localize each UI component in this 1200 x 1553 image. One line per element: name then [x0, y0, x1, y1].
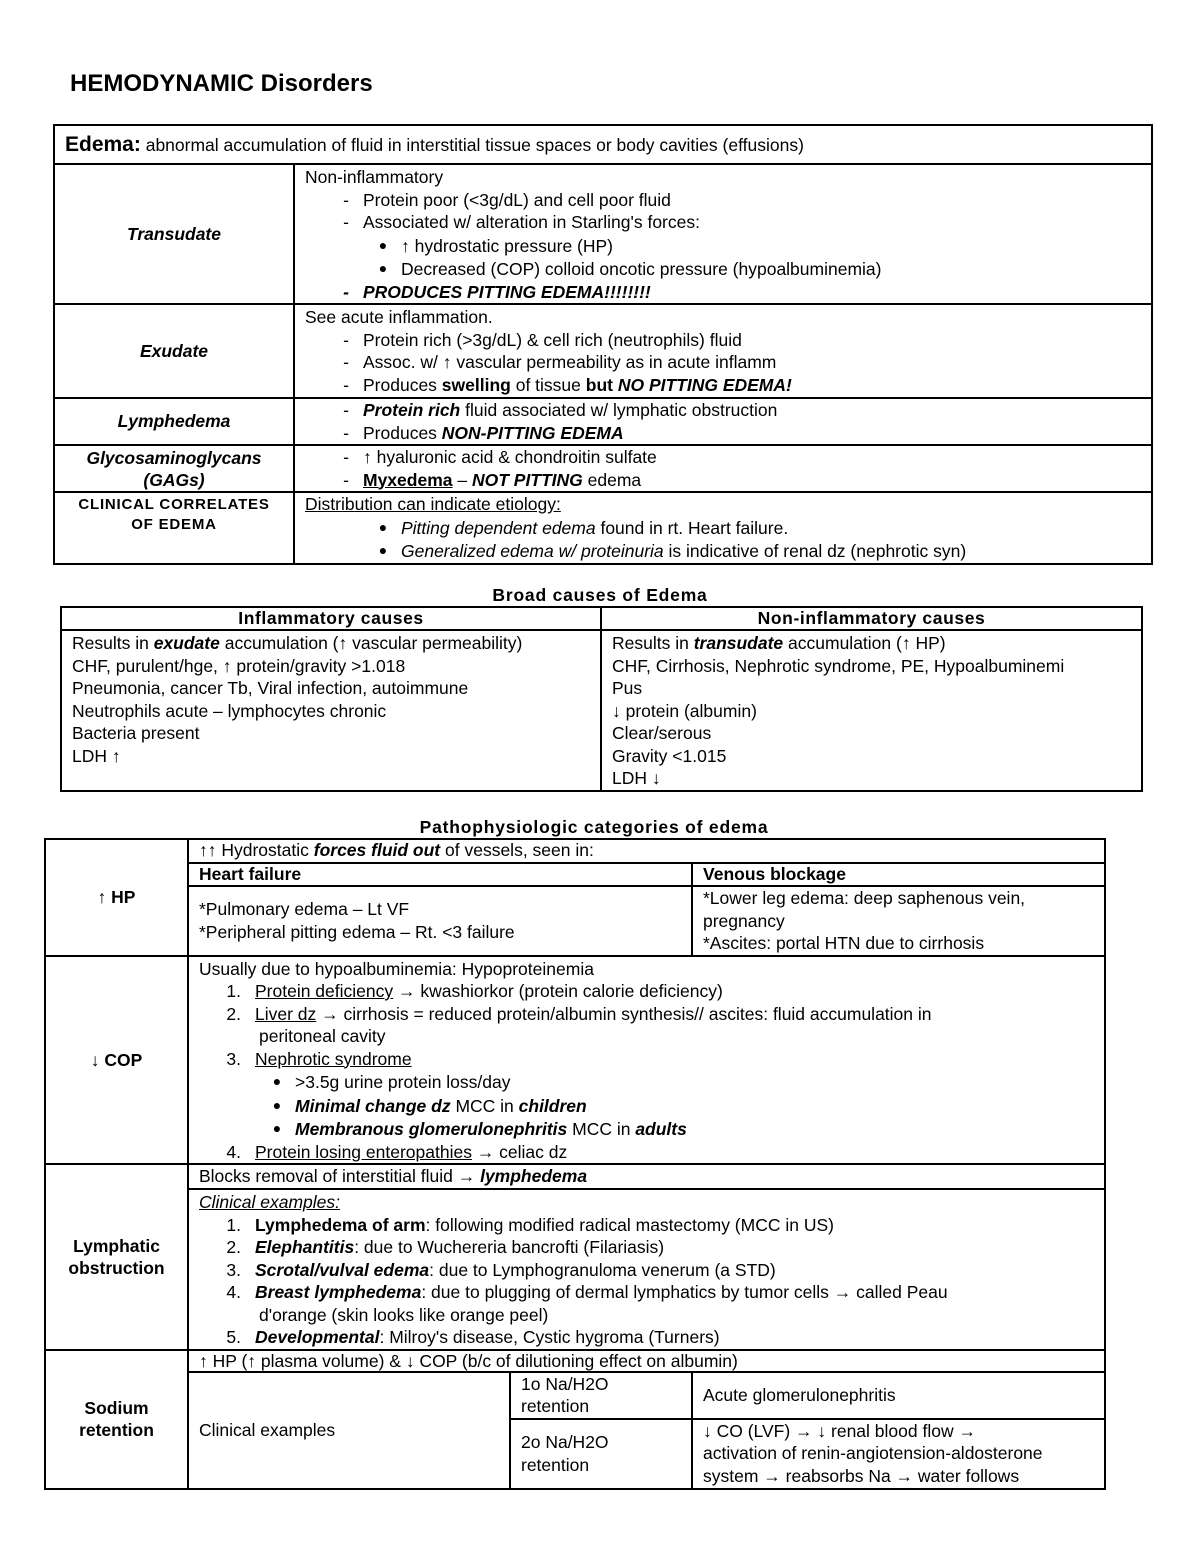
list-item: Results in exudate accumulation (↑ vascular permeability) — [72, 633, 523, 653]
patho-caption: Pathophysiologic categories of edema — [419, 817, 769, 837]
list-item: CHF, purulent/hge, ↑ protein/gravity >1.018 — [72, 655, 406, 676]
gags-label: Glycosaminoglycans (GAGs) — [54, 445, 294, 492]
list-item-cont: peritoneal cavity — [259, 1026, 386, 1046]
cop-label: ↓ COP — [45, 956, 188, 1165]
lymphatic-details — [188, 1189, 1105, 1350]
list-item: - Myxedema – NOT PITTING edema — [343, 469, 642, 490]
list-item: ● ↑ hydrostatic pressure (HP) — [378, 235, 614, 256]
list-item: - Produces NON-PITTING EDEMA — [343, 422, 624, 443]
list-item: 3. Scrotal/vulval edema: due to Lymphogranuloma venerum (a STD) — [226, 1259, 776, 1280]
lymphatic-clinical-heading: Clinical examples: — [199, 1192, 341, 1212]
list-item: Neutrophils acute – lymphocytes chronic — [72, 700, 387, 721]
sodium-label: Sodium retention — [45, 1350, 188, 1489]
list-item: ● Pitting dependent edema found in rt. Heart failure. — [378, 517, 789, 538]
list-item: 5. Developmental: Milroy's disease, Cystic hygroma (Turners) — [226, 1327, 720, 1347]
list-item: - PRODUCES PITTING EDEMA!!!!!!!! — [343, 281, 651, 302]
secondary-retention: 2o Na/H2O retention — [510, 1419, 692, 1489]
venous-blockage-details: *Lower leg edema: deep saphenous vein, pregnancy *Ascites: portal HTN due to cirrhosis — [692, 886, 1105, 956]
exudate-details — [294, 304, 1152, 398]
list-item: - Associated w/ alteration in Starling's forces: — [343, 212, 700, 232]
non-inflammatory-header: Non-inflammatory causes — [601, 607, 1142, 630]
list-item: Clear/serous — [612, 723, 712, 743]
list-item: - Produces swelling of tissue but NO PITTING EDEMA! — [343, 374, 792, 395]
venous-blockage-header: Venous blockage — [692, 863, 1105, 886]
lymphedema-label: Lymphedema — [54, 398, 294, 445]
non-inflammatory-causes — [601, 630, 1142, 791]
inflammatory-causes — [61, 630, 601, 791]
clinical-correlates-details — [294, 492, 1152, 564]
edema-definition-cell — [54, 125, 1152, 164]
edema-table — [53, 124, 1153, 565]
edema-term: Edema: — [65, 133, 141, 156]
list-item: 1. Lymphedema of arm: following modified radical mastectomy (MCC in US) — [226, 1214, 834, 1235]
secondary-retention-cause: ↓ CO (LVF) → ↓ renal blood flow → activation of renin-angiotension-aldosterone system → reabsorbs Na → water follows — [692, 1419, 1105, 1489]
list-item: LDH ↑ — [72, 745, 121, 766]
list-item: 3. Nephrotic syndrome — [226, 1048, 412, 1069]
list-item: Results in transudate accumulation (↑ HP) — [612, 633, 946, 653]
lymphatic-label: Lymphatic obstruction — [45, 1164, 188, 1350]
list-item: ● Generalized edema w/ proteinuria is indicative of renal dz (nephrotic syn) — [378, 541, 967, 561]
list-item-cont: d'orange (skin looks like orange peel) — [259, 1304, 549, 1325]
lymphatic-intro: Blocks removal of interstitial fluid → lymphedema — [188, 1164, 1105, 1189]
gags-details — [294, 445, 1152, 492]
list-item: Pneumonia, cancer Tb, Viral infection, autoimmune — [72, 678, 469, 698]
list-item: 2. Liver dz → cirrhosis = reduced protein/albumin synthesis// ascites: fluid accumulation in — [226, 1003, 932, 1024]
clinical-correlates-label: CLINICAL CORRELATES OF EDEMA — [54, 492, 294, 564]
list-item: Gravity <1.015 — [612, 745, 727, 766]
list-item: - ↑ hyaluronic acid & chondroitin sulfate — [343, 447, 657, 467]
inflammatory-header: Inflammatory causes — [61, 607, 601, 630]
transudate-details — [294, 164, 1152, 304]
list-item: Bacteria present — [72, 723, 200, 743]
sodium-clinical-examples: Clinical examples — [188, 1372, 510, 1489]
clinical-intro: Distribution can indicate etiology: — [305, 494, 561, 514]
list-item: 4. Protein losing enteropathies → celiac dz — [226, 1141, 568, 1162]
hp-label: ↑ HP — [45, 839, 188, 956]
list-item: - Protein rich (>3g/dL) & cell rich (neutrophils) fluid — [343, 329, 742, 350]
list-item: - Assoc. w/ ↑ vascular permeability as in acute inflamm — [343, 352, 777, 372]
broad-causes-caption: Broad causes of Edema — [492, 585, 708, 605]
lymphedema-details — [294, 398, 1152, 445]
transudate-label: Transudate — [54, 164, 294, 304]
list-item: Pus — [612, 678, 643, 698]
primary-retention-cause: Acute glomerulonephritis — [692, 1372, 1105, 1419]
broad-causes-table — [60, 606, 1143, 792]
list-item: ↓ protein (albumin) — [612, 700, 757, 721]
list-item: ● Minimal change dz MCC in children — [272, 1095, 587, 1116]
list-item: ● >3.5g urine protein loss/day — [272, 1072, 511, 1092]
primary-retention: 1o Na/H2O retention — [510, 1372, 692, 1419]
page-title: HEMODYNAMIC Disorders — [70, 70, 373, 97]
edema-definition: abnormal accumulation of fluid in interstitial tissue spaces or body cavities (effusions) — [140, 135, 804, 155]
sodium-intro: ↑ HP (↑ plasma volume) & ↓ COP (b/c of dilutioning effect on albumin) — [188, 1350, 1105, 1372]
transudate-intro: Non-inflammatory — [305, 167, 444, 187]
list-item: - Protein poor (<3g/dL) and cell poor fluid — [343, 189, 671, 210]
cop-intro: Usually due to hypoalbuminemia: Hypoproteinemia — [199, 958, 594, 979]
patho-table — [44, 838, 1106, 1490]
cop-details — [188, 956, 1105, 1165]
heart-failure-header: Heart failure — [188, 863, 692, 886]
list-item: 2. Elephantitis: due to Wuchereria bancrofti (Filariasis) — [226, 1237, 665, 1257]
exudate-label: Exudate — [54, 304, 294, 398]
heart-failure-details: *Pulmonary edema – Lt VF *Peripheral pitting edema – Rt. <3 failure — [188, 886, 692, 956]
list-item: CHF, Cirrhosis, Nephrotic syndrome, PE, Hypoalbuminemi — [612, 655, 1065, 676]
exudate-intro: See acute inflammation. — [305, 307, 493, 327]
list-item: ● Membranous glomerulonephritis MCC in adults — [272, 1119, 687, 1139]
list-item: - Protein rich fluid associated w/ lymphatic obstruction — [343, 400, 778, 420]
list-item: LDH ↓ — [612, 768, 661, 788]
list-item: 4. Breast lymphedema: due to plugging of dermal lymphatics by tumor cells → called Peau — [226, 1282, 948, 1302]
list-item: 1. Protein deficiency → kwashiorkor (protein calorie deficiency) — [226, 981, 723, 1001]
hp-intro: ↑↑ Hydrostatic forces fluid out of vessels, seen in: — [188, 839, 1105, 863]
list-item: ● Decreased (COP) colloid oncotic pressure (hypoalbuminemia) — [378, 259, 882, 279]
